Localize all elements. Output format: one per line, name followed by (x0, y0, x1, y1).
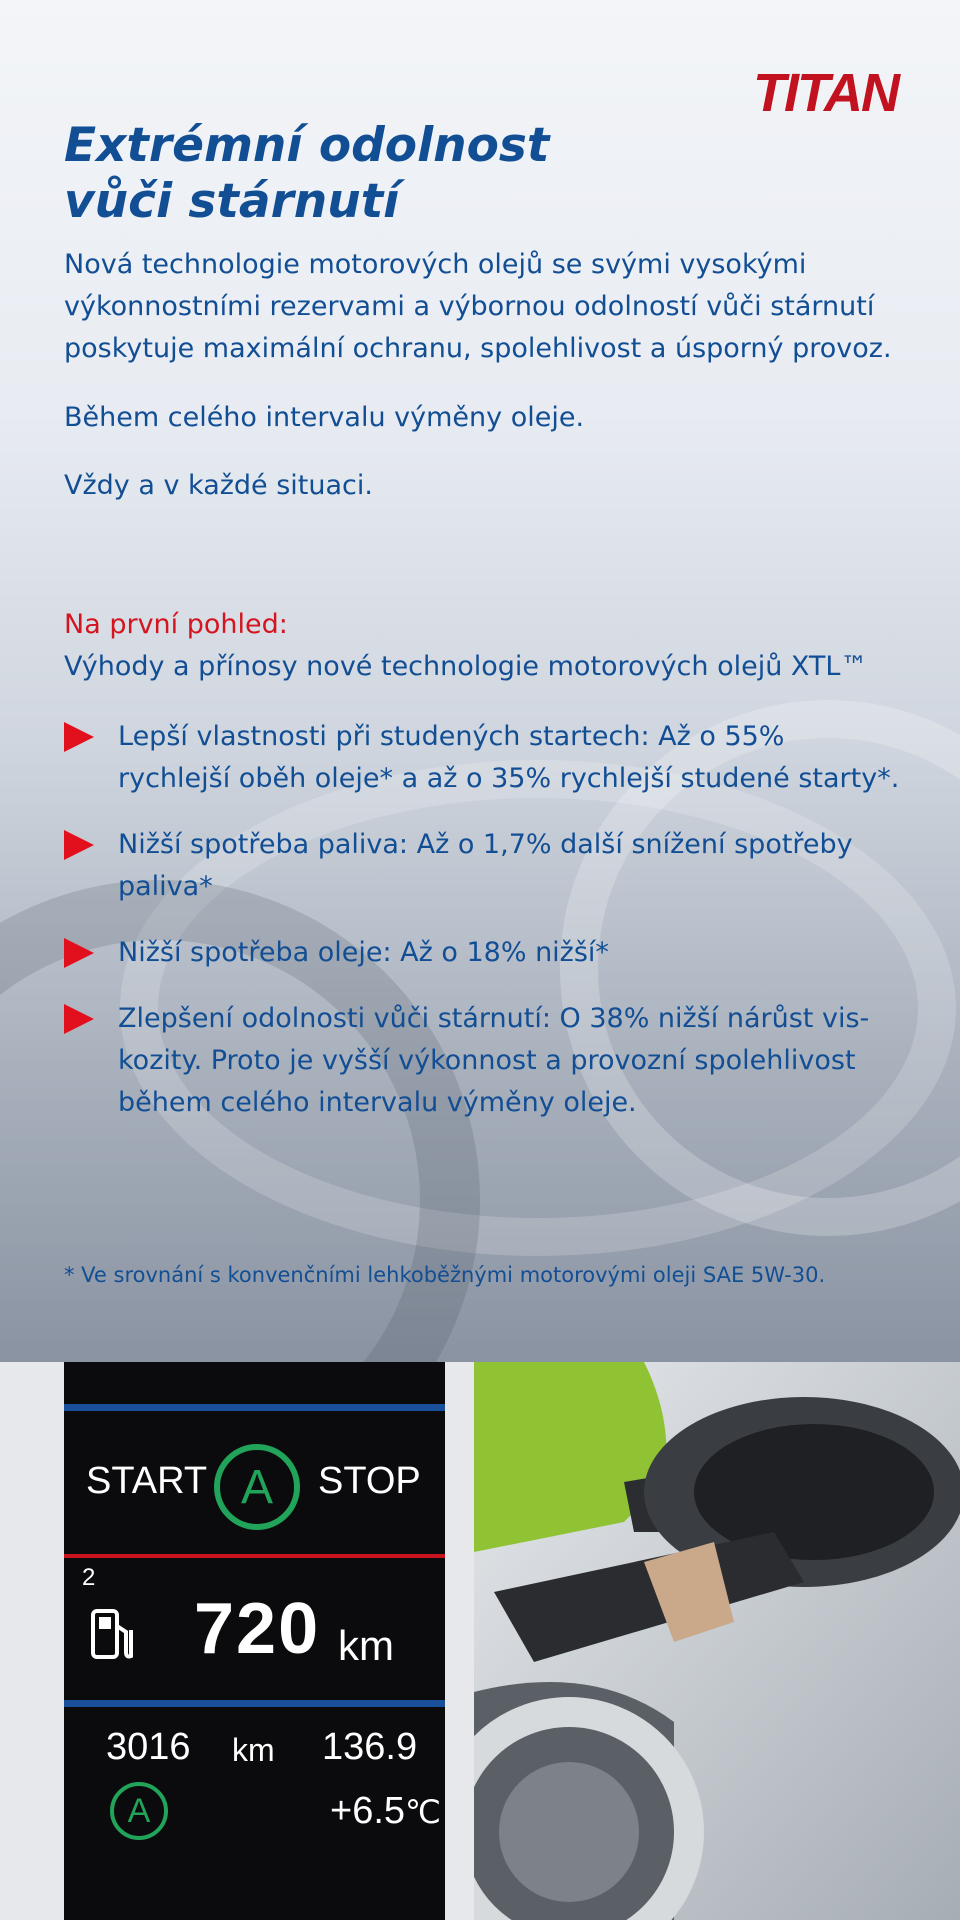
intro-line-interval: Během celého intervalu výměny oleje. (64, 402, 585, 433)
dashboard-display (64, 1362, 445, 1920)
stop-label: STOP (318, 1460, 421, 1502)
auto-start-stop-icon (214, 1444, 300, 1530)
fuel-pump-icon (90, 1608, 136, 1664)
divider-blue-bottom (64, 1700, 445, 1707)
benefit-text: Lepší vlastnosti při studených startech: Až o 55% rychlejší oběh oleje* a až o 35% rychlejší studené starty*. (118, 721, 900, 794)
title-line-1: Extrémní odolnost (64, 118, 550, 173)
temperature-number: +6.5 (330, 1790, 406, 1832)
auto-letter-small: A (127, 1791, 151, 1830)
benefit-item (64, 998, 904, 1124)
bullet-triangle-icon (64, 722, 94, 752)
page-title (64, 118, 764, 230)
temperature-unit: ℃ (405, 1794, 441, 1830)
temperature-value (330, 1790, 441, 1833)
refueling-nozzle-photo (474, 1362, 960, 1920)
auto-mode-icon (110, 1782, 168, 1840)
benefit-text: Nižší spotřeba oleje: Až o 18% nižší* (118, 937, 609, 968)
divider-blue-top (64, 1404, 445, 1411)
footnote: * Ve srovnání s konvenčními lehkoběžnými motorovými oleji SAE 5W-30. (64, 1263, 826, 1287)
benefits-heading: Výhody a přínosy nové technologie motorových olejů XTL™ (64, 651, 868, 682)
benefit-text: Zlepšení odolnosti vůči stárnutí: O 38% nižší nárůst viskozity. Proto je vyšší výkonnost a provozní spolehlivost během celého intervalu výměny oleje. (118, 1003, 870, 1118)
refueling-illustration (474, 1362, 960, 1920)
benefit-list (64, 716, 904, 1148)
titan-logo: TITAN (753, 63, 898, 123)
bullet-triangle-icon (64, 1004, 94, 1034)
trip-value: 136.9 (322, 1726, 418, 1768)
bullet-triangle-icon (64, 938, 94, 968)
intro-line-always: Vždy a v každé situaci. (64, 470, 373, 501)
auto-letter: A (240, 1460, 273, 1514)
range-value: 720 (194, 1589, 321, 1669)
title-line-2: vůči stárnutí (64, 174, 400, 229)
odometer-value: 3016 (106, 1726, 191, 1768)
odometer-unit: km (232, 1732, 275, 1768)
benefits-heading-red: Na první pohled: (64, 609, 288, 640)
start-label: START (86, 1460, 208, 1502)
bullet-triangle-icon (64, 830, 94, 860)
divider-red (64, 1554, 445, 1558)
benefit-item (64, 716, 904, 800)
benefit-text: Nižší spotřeba paliva: Až o 1,7% další snížení spotřeby paliva* (118, 829, 853, 902)
intro-paragraph: Nová technologie motorových olejů se svými vysokými výkonnostními rezervami a výbornou odolností vůči stárnutí poskytuje maximální ochranu, spolehlivost a úsporný provoz. (64, 249, 892, 364)
range-unit: km (338, 1622, 394, 1669)
benefit-item (64, 824, 904, 908)
gear-indicator: 2 (82, 1564, 96, 1591)
benefit-item (64, 932, 904, 974)
